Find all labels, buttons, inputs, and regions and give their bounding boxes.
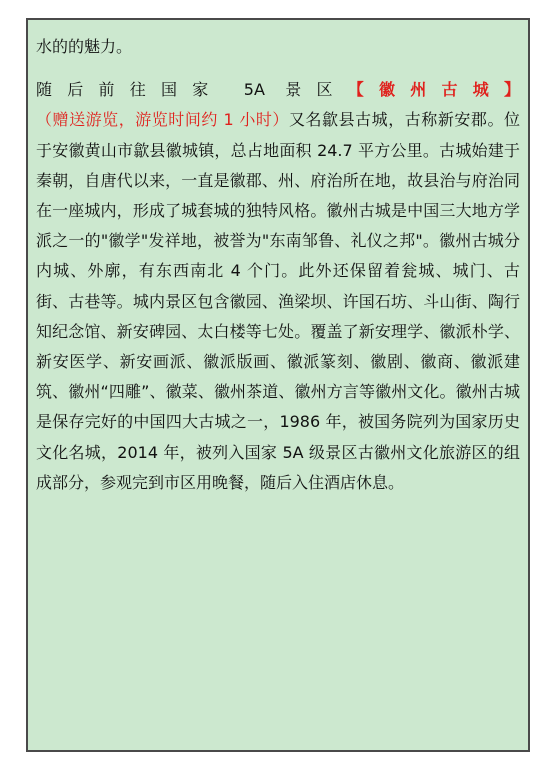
intro-line: 水的的魅力。 (36, 37, 133, 56)
paragraph-body: 又名歙县古城，古称新安郡。位于安徽黄山市歙县徽城镇，总占地面积 24.7 平方公里。古城始建于秦朝，自唐代以来，一直是徽郡、州、府治所在地，故县治与府治同在一座城内，形成了城套城的独特风格。徽州古城是中国三大地方学派之一的"徽学"发祥地，被誉为"东南邹鲁、礼仪之邦"。徽州古城分内城、外廓，有东西南北 4 个门。此外还保留着瓮城、城门、古街、古巷等。城内景区包含徽园、渔梁坝、许国石坊、斗山街、陶行知纪念馆、新安碑园、太白楼等七处。覆盖了新安理学、徽派朴学、新安医学、新安画派、徽派版画、徽派篆刻、徽剧、徽商、徽派建筑、徽州“四雕”、徽菜、徽州茶道、徽州方言等徽州文化。徽州古城是保存完好的中国四大古城之一，1986 年，被国务院列为国家历史文化名城，2014 年，被列入国家 5A 级景区古徽州文化旅游区的组成部分，参观完到市区用晚餐，随后入住酒店休息。 (36, 110, 520, 492)
paragraph-huizhou-ancient-city (36, 75, 520, 498)
itinerary-text-panel (26, 18, 530, 752)
scenic-spot-name: 【徽州古城】 (347, 80, 520, 100)
paragraph-lead: 随后前往国家 5A 景区 (36, 80, 348, 100)
complimentary-tour-note: （赠送游览，游览时间约 1 小时） (36, 110, 289, 130)
